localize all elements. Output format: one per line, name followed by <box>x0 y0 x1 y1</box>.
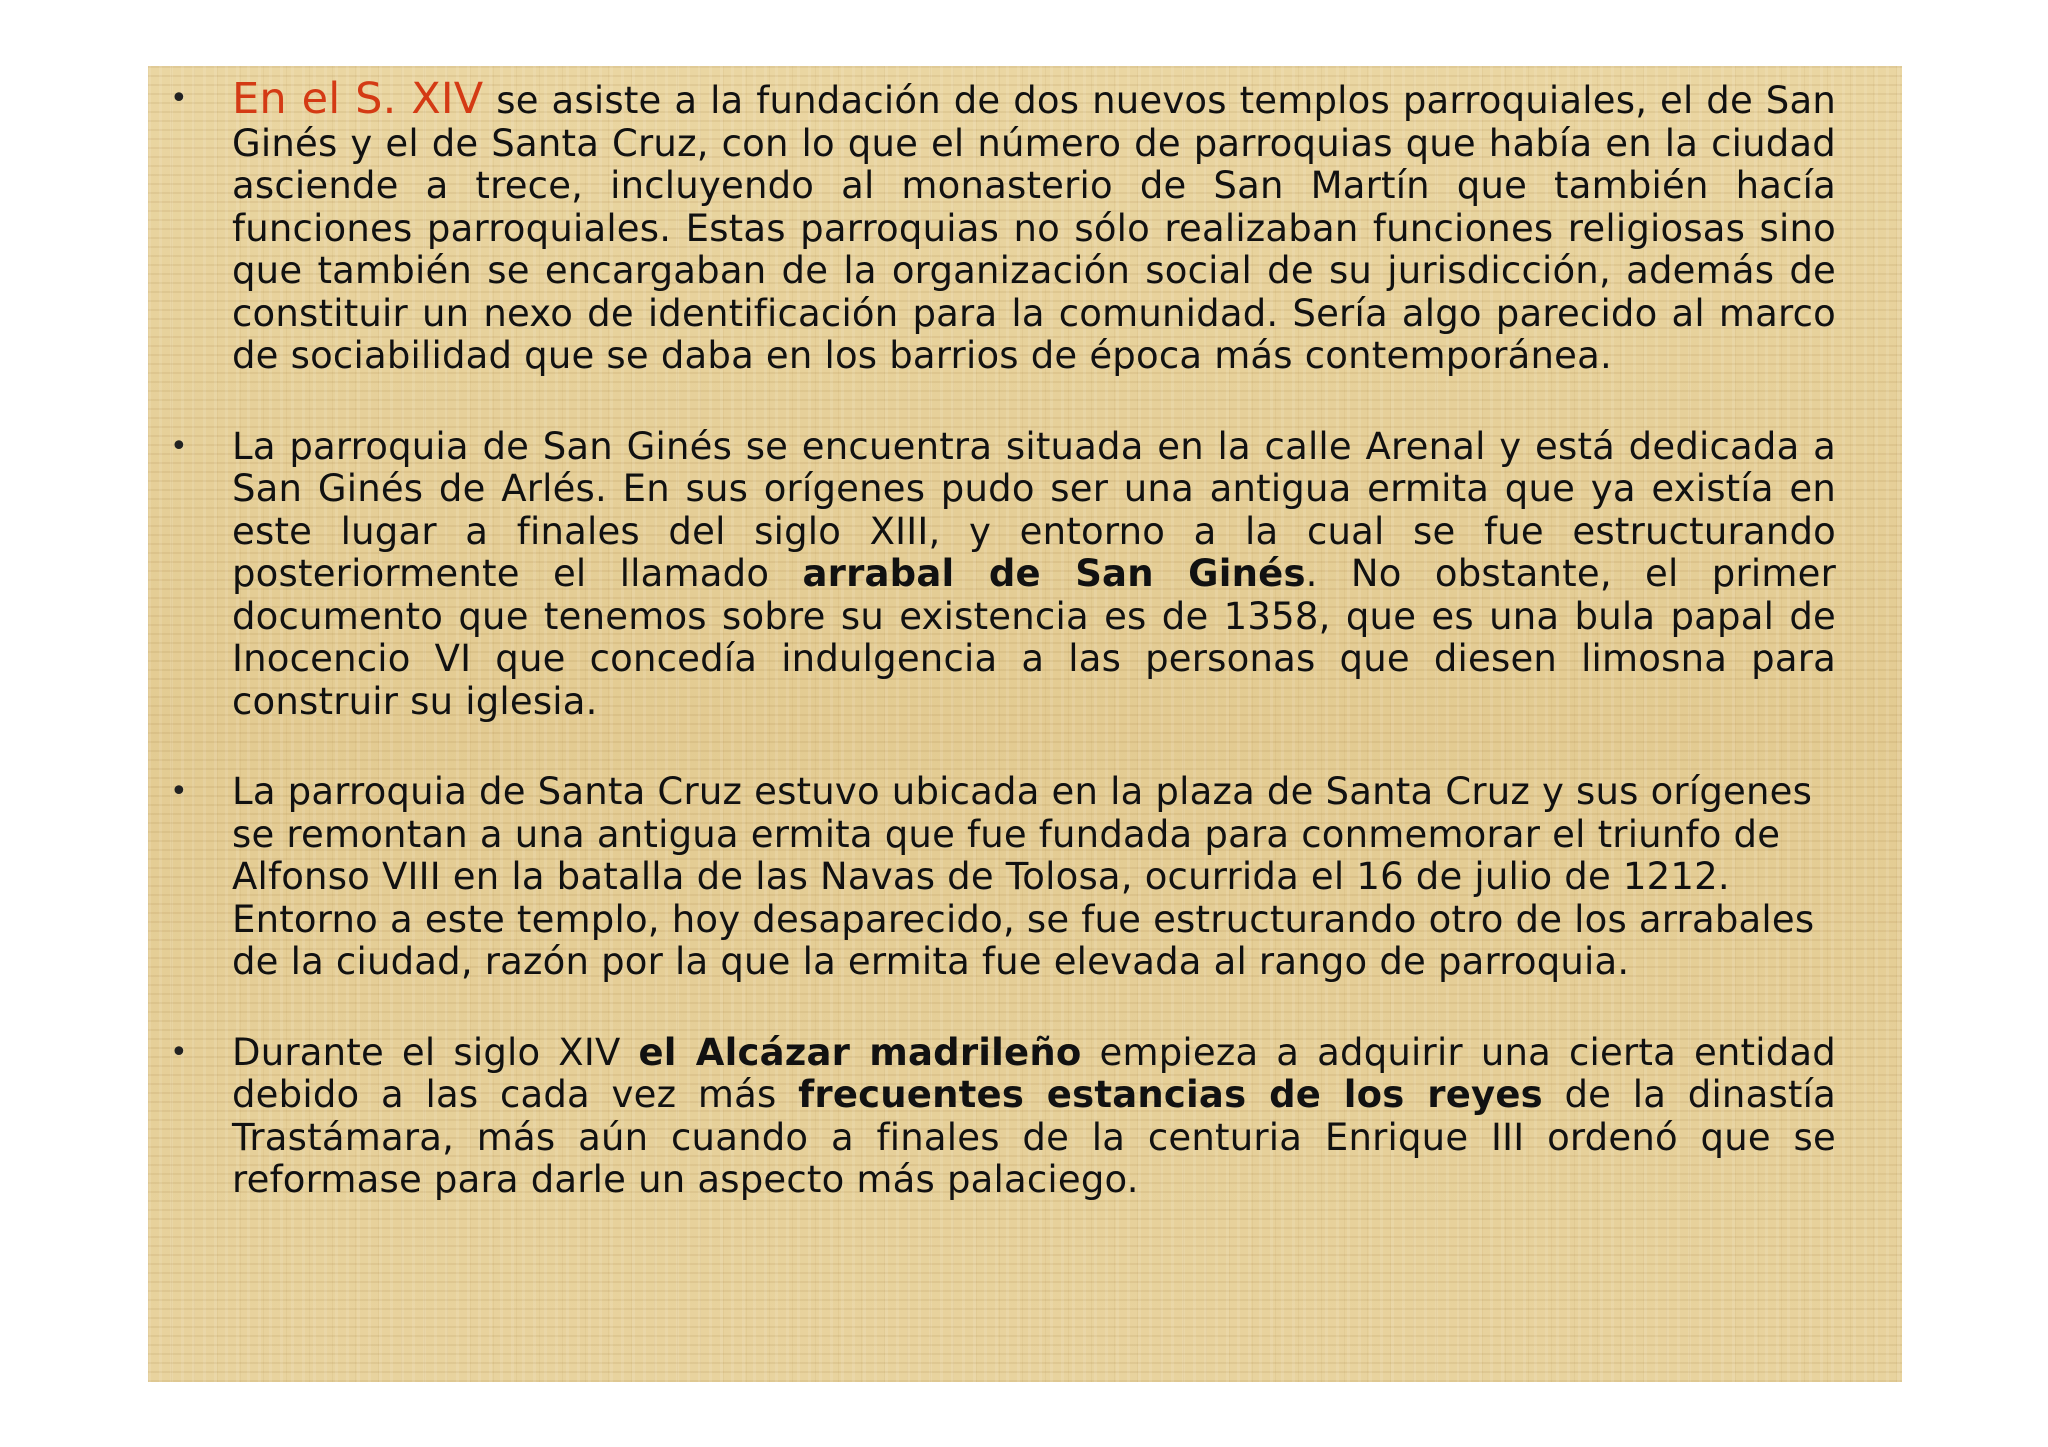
bullet-list <box>170 74 1836 1202</box>
bullet-dot: • <box>170 428 188 464</box>
bullet-dot: • <box>170 774 188 809</box>
paragraph-text: de la dinastía Trastámara, más aún cuando a finales de la centuria Enrique III ordenó que se reformase para darle un aspecto más palaciego. <box>232 1073 1836 1201</box>
paragraph-text: . No obstante, el primer documento que tenemos sobre su existencia es de 1358, que es una bula papal de Inocencio VI que concedía indulgencia a las personas que diesen limosna para construir su iglesia. <box>232 552 1836 723</box>
bullet-paragraph-2 <box>170 424 1836 724</box>
bold-term: el Alcázar madrileño <box>638 1030 1082 1074</box>
bullet-dot: • <box>170 1034 188 1070</box>
bold-term: arrabal de San Ginés <box>802 552 1306 595</box>
bullet-paragraph-4 <box>170 1030 1836 1202</box>
bold-term: frecuentes estancias de los reyes <box>798 1073 1543 1116</box>
paragraph-text: La parroquia de Santa Cruz estuvo ubicada en la plaza de Santa Cruz y sus orígenes se remontan a una antigua ermita que fue fundada para conmemorar el triunfo de Alfonso VIII en la batalla de las Navas de Tolosa, ocurrida el 16 de julio de 1212. Entorno a este templo, hoy desaparecido, se fue estructurando otro de los arrabales de la ciudad, razón por la que la ermita fue elevada al rango de parroquia. <box>232 770 1815 983</box>
paragraph-text: La parroquia de San Ginés se encuentra situada en la calle Arenal y está dedicada a San Ginés de Arlés. En sus orígenes pudo ser una antigua ermita que ya existía en este lugar a finales del siglo XIII, y entorno a la cual se fue estructurando posteriormente el llamado <box>232 424 1836 595</box>
bullet-paragraph-1 <box>170 74 1836 378</box>
bullet-dot: • <box>170 81 188 116</box>
paragraph-text: se asiste a la fundación de dos nuevos templos parroquiales, el de San Ginés y el de Santa Cruz, con lo que el número de parroquias que había en la ciudad asciende a trece, incluyendo al monasterio de San Martín que también hacía funciones parroquiales. Estas parroquias no sólo realizaban funciones religiosas sino que también se encargaban de la organización social de su jurisdicción, además de constituir un nexo de identificación para la comunidad. Sería algo parecido al marco de sociabilidad que se daba en los barrios de época más contemporánea. <box>232 79 1836 377</box>
bullet-paragraph-3 <box>170 770 1836 984</box>
slide-background <box>148 66 1902 1382</box>
century-highlight: En el S. XIV <box>232 74 484 124</box>
paragraph-text: Durante el siglo XIV <box>232 1030 639 1074</box>
paragraph-text: empieza a adquirir una cierta entidad debido a las cada vez más <box>232 1030 1836 1116</box>
